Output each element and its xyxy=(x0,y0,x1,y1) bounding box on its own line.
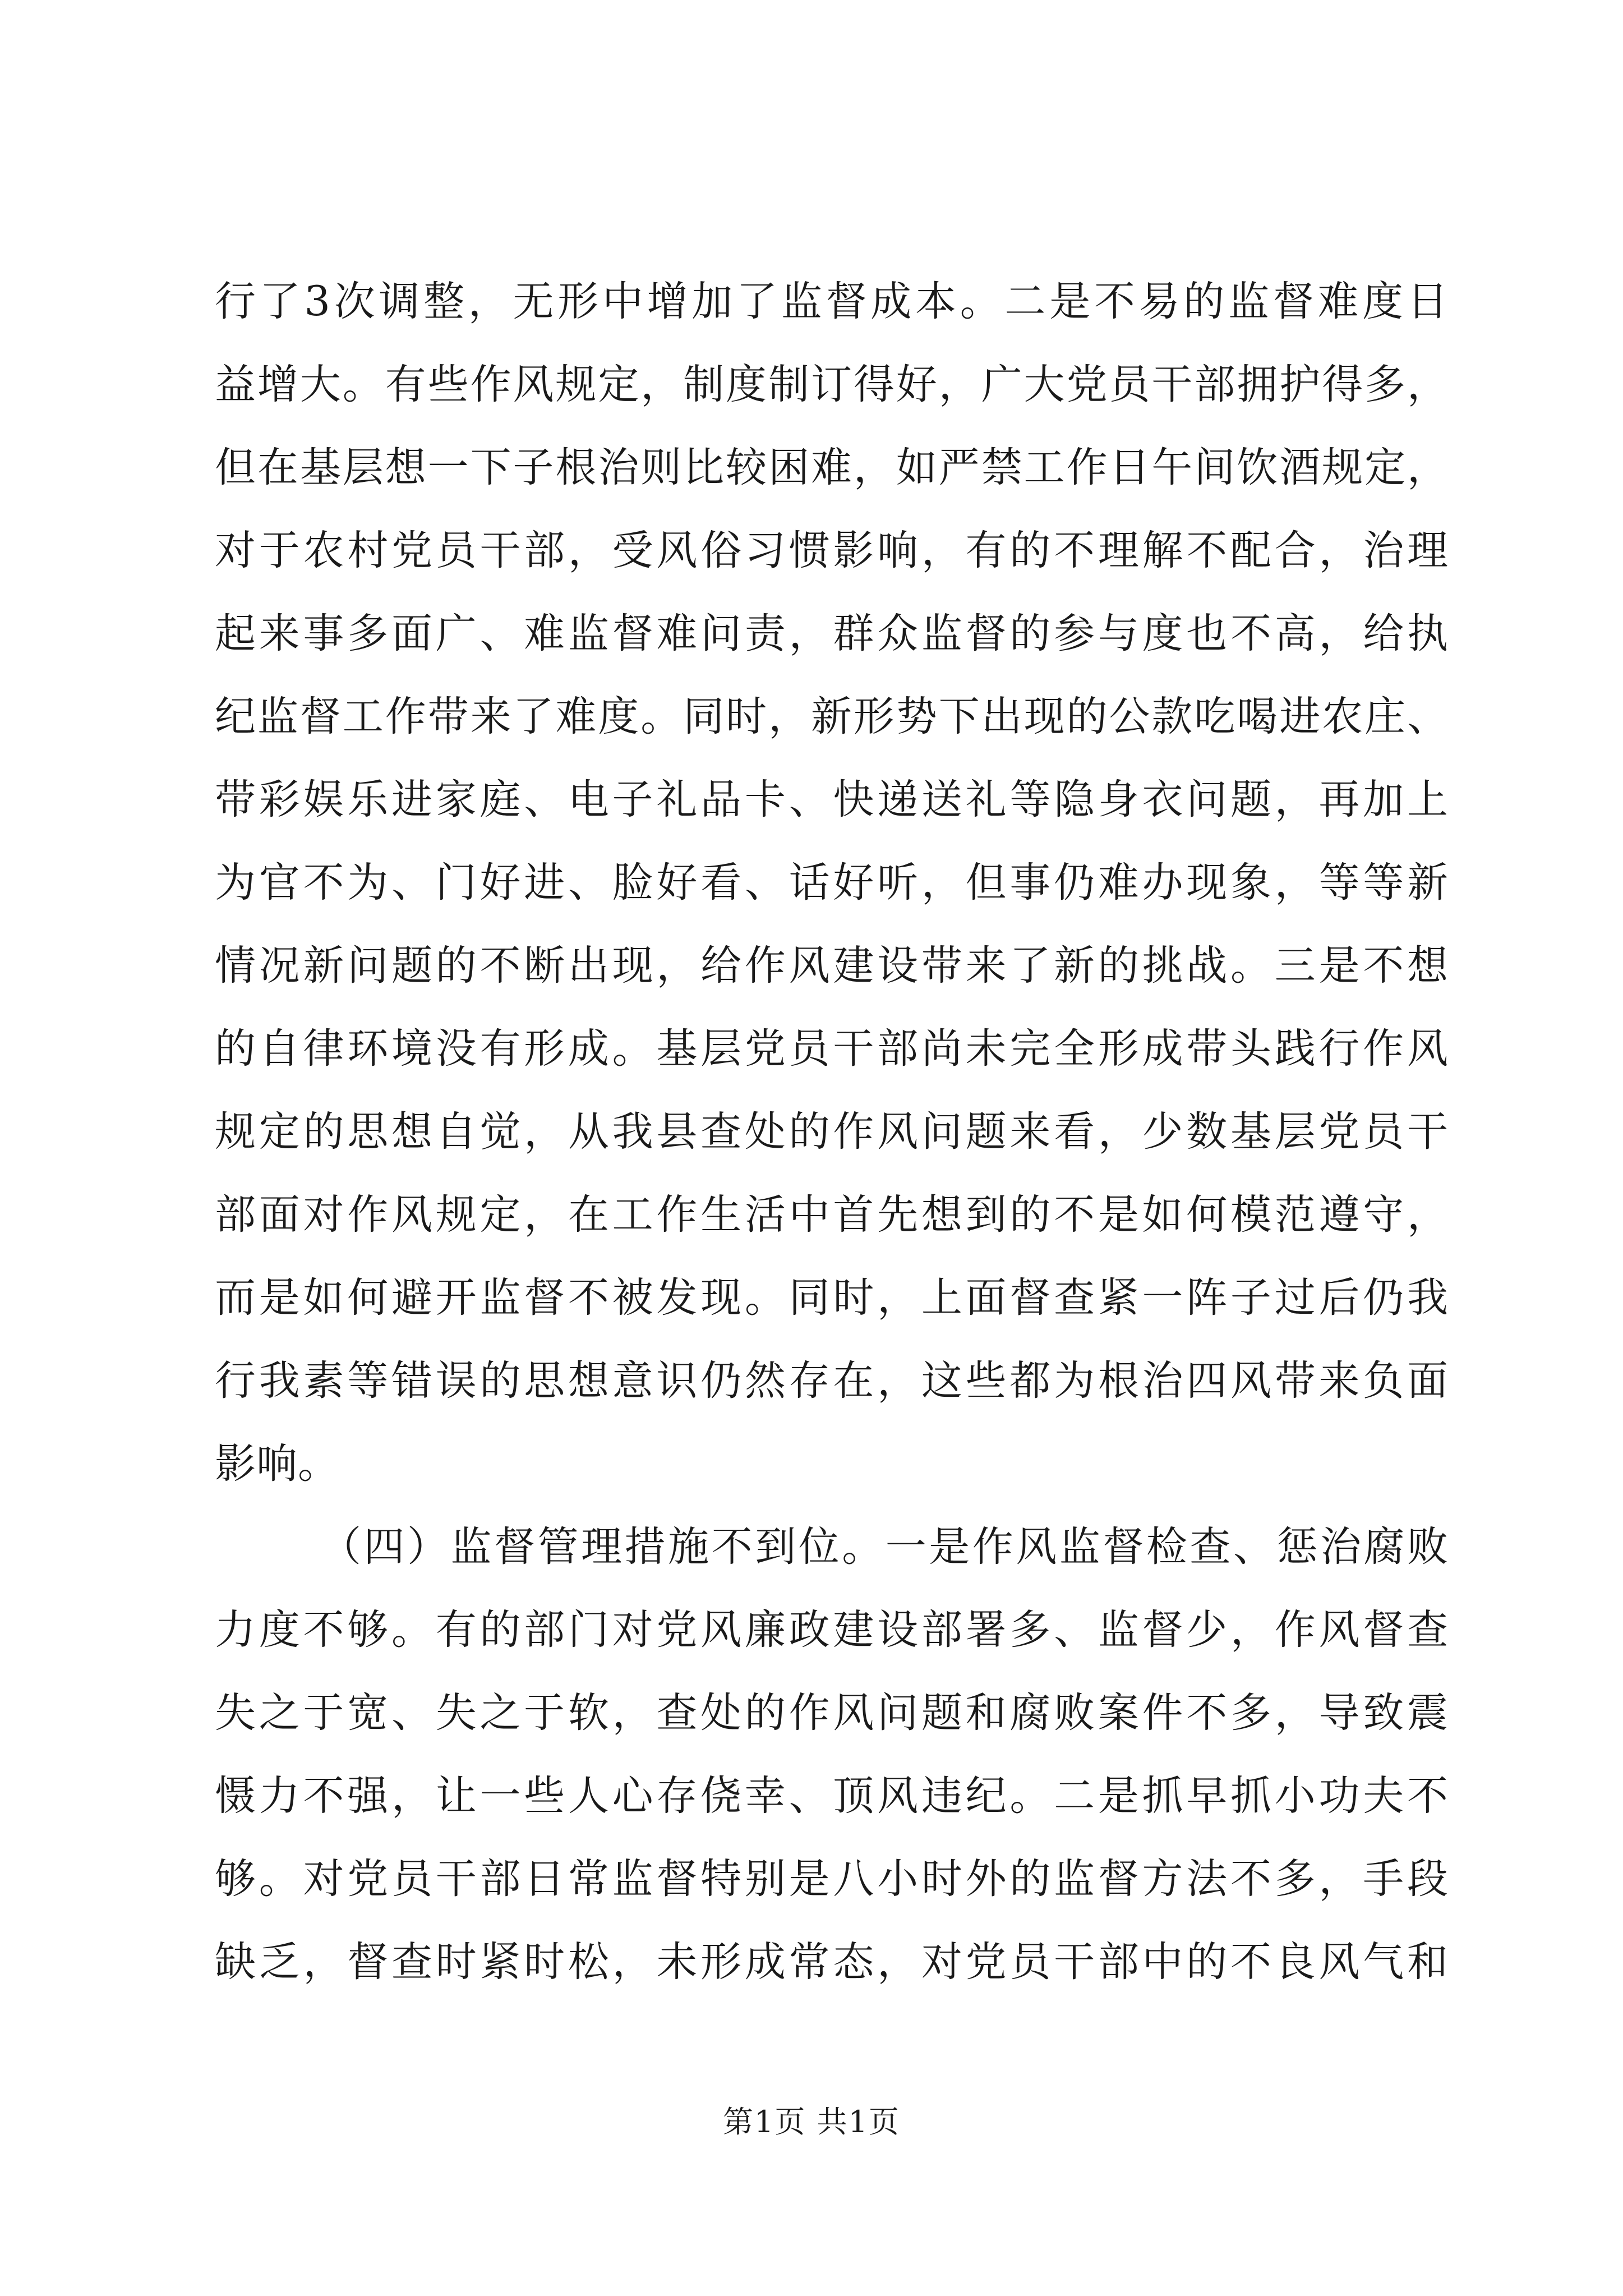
text-line: 力度不够。有的部门对党风廉政建设部署多、监督少，作风督查 xyxy=(215,1606,1449,1654)
page-number: 第1页 共1页 xyxy=(723,2104,900,2139)
text-line: 益增大。有些作风规定，制度制订得好，广大党员干部拥护得多， xyxy=(215,361,1449,408)
text-line: 情况新问题的不断出现，给作风建设带来了新的挑战。三是不想 xyxy=(215,942,1449,990)
text-line: 行我素等错误的思想意识仍然存在，这些都为根治四风带来负面 xyxy=(215,1357,1449,1405)
text-line: 慑力不强，让一些人心存侥幸、顶风违纪。二是抓早抓小功夫不 xyxy=(215,1772,1449,1820)
text-line: 的自律环境没有形成。基层党员干部尚未完全形成带头践行作风 xyxy=(215,1025,1449,1073)
text-line: 失之于宽、失之于软，查处的作风问题和腐败案件不多，导致震 xyxy=(215,1689,1449,1737)
text-line: 纪监督工作带来了难度。同时，新形势下出现的公款吃喝进农庄、 xyxy=(215,693,1449,740)
section-heading-line: （四）监督管理措施不到位。一是作风监督检查、惩治腐败 xyxy=(320,1523,1449,1571)
text-line: 缺乏，督查时紧时松，未形成常态，对党员干部中的不良风气和 xyxy=(215,1938,1449,1986)
text-line: 但在基层想一下子根治则比较困难，如严禁工作日午间饮酒规定， xyxy=(215,444,1449,491)
body-text xyxy=(215,260,1449,2004)
text-line: 够。对党员干部日常监督特别是八小时外的监督方法不多，手段 xyxy=(215,1855,1449,1903)
text-line: 带彩娱乐进家庭、电子礼品卡、快递送礼等隐身衣问题，再加上 xyxy=(215,776,1449,823)
text-line: 行了3次调整，无形中增加了监督成本。二是不易的监督难度日 xyxy=(215,278,1449,325)
text-line: 为官不为、门好进、脸好看、话好听，但事仍难办现象，等等新 xyxy=(215,859,1449,907)
text-line: 起来事多面广、难监督难问责，群众监督的参与度也不高，给执 xyxy=(215,610,1449,657)
text-line: 影响。 xyxy=(215,1440,339,1488)
text-line: 对于农村党员干部，受风俗习惯影响，有的不理解不配合，治理 xyxy=(215,527,1449,574)
text-line: 部面对作风规定，在工作生活中首先想到的不是如何模范遵守， xyxy=(215,1191,1449,1239)
text-line: 规定的思想自觉，从我县查处的作风问题来看，少数基层党员干 xyxy=(215,1108,1449,1156)
text-line: 而是如何避开监督不被发现。同时，上面督查紧一阵子过后仍我 xyxy=(215,1274,1449,1322)
